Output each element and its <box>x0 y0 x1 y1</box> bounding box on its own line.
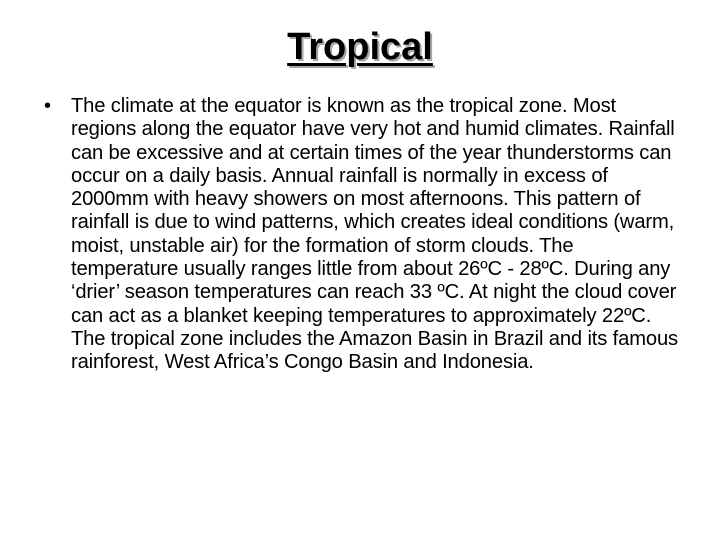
bullet-icon: • <box>44 95 51 117</box>
bullet-list <box>44 95 684 375</box>
slide-title: Tropical <box>287 26 433 68</box>
bullet-text: The climate at the equator is known as the tropical zone. Most regions along the equator have very hot and humid climates. Rainfall can be excessive and at certain times of the year thunderstorms can occur on a daily basis. Annual rainfall is normally in excess of 2000mm with heavy showers on most afternoons. This pattern of rainfall is due to wind patterns, which creates ideal conditions (warm, moist, unstable air) for the formation of storm clouds. The temperature usually ranges little from about 26ºC - 28ºC. During any ‘drier’ season temperatures can reach 33 ºC. At night the cloud cover can act as a blanket keeping temperatures to approximately 22ºC. The tropical zone includes the Amazon Basin in Brazil and its famous rainforest, West Africa’s Congo Basin and Indonesia. <box>71 95 678 374</box>
bullet-item <box>44 95 684 375</box>
